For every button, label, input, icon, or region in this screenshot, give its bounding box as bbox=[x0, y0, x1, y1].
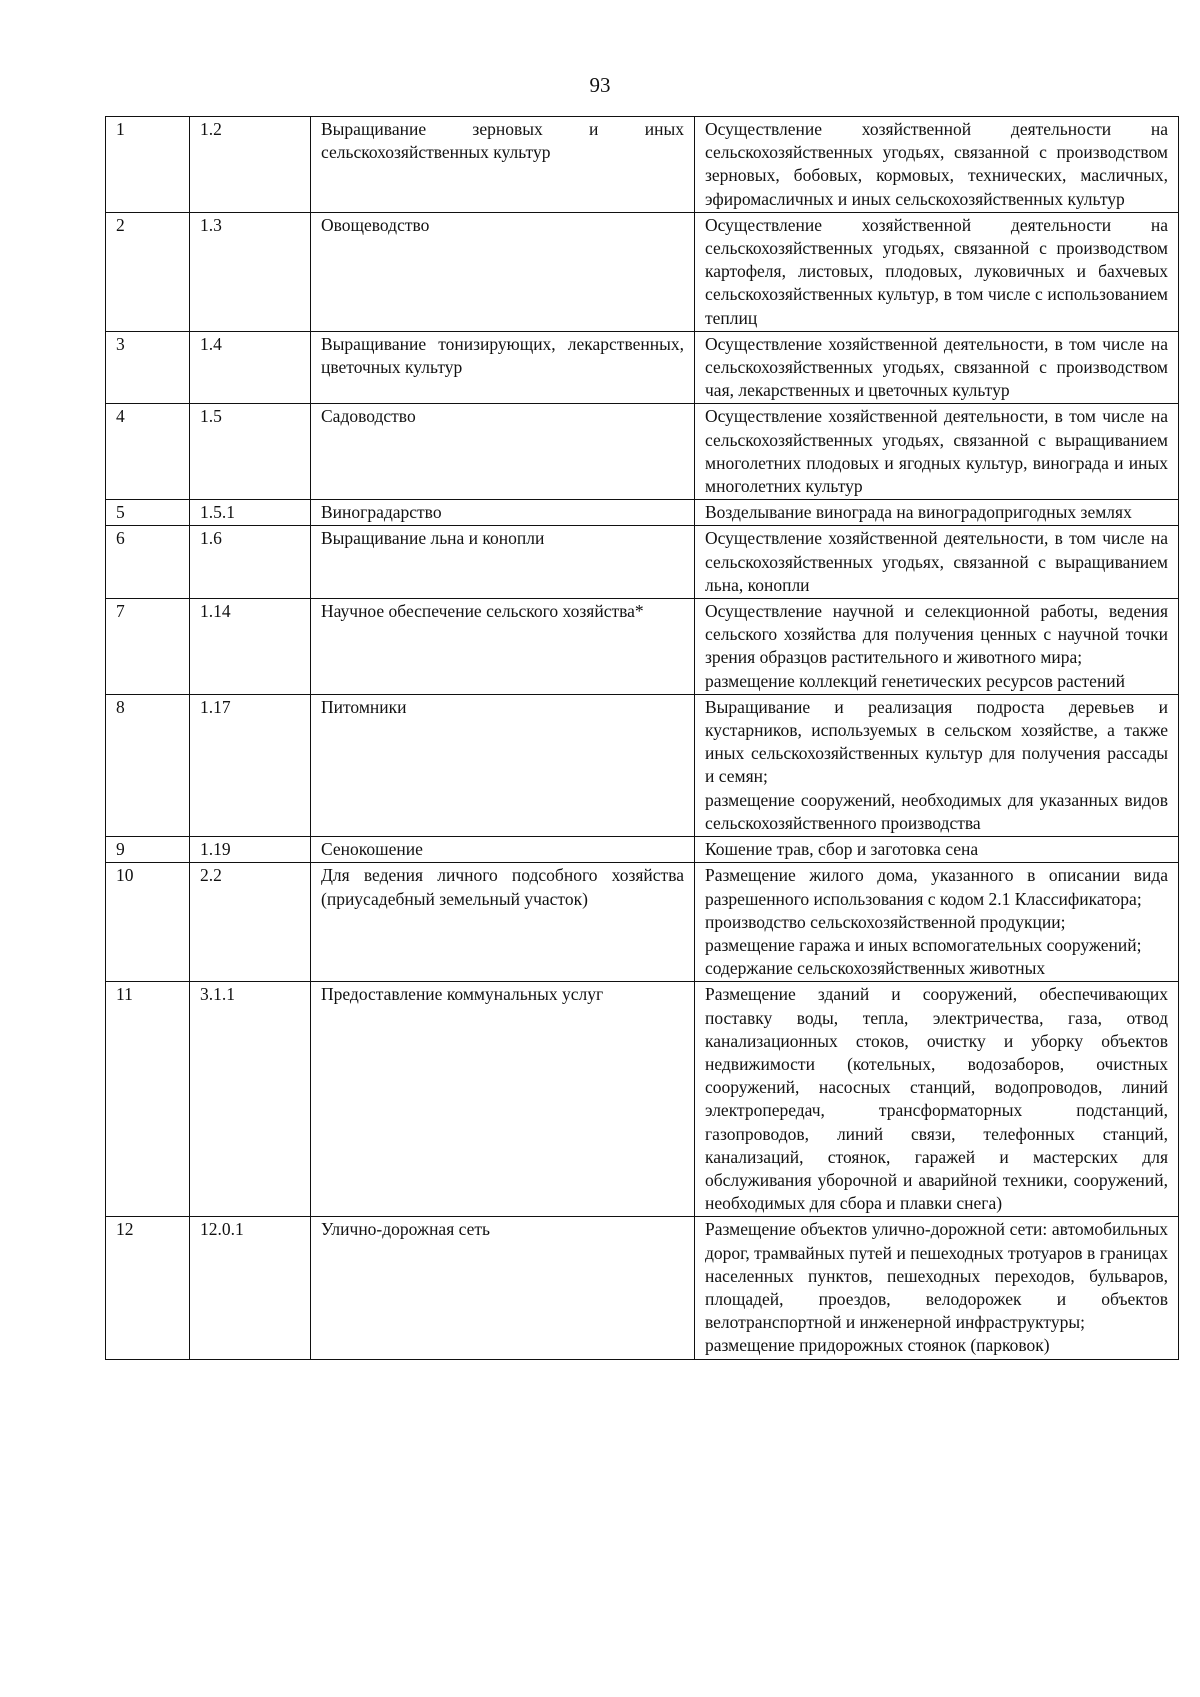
description-paragraph: Осуществление хозяйственной деятельности на сельскохозяйственных угодьях, связанной с производством картофеля, листовых, плодовых, луковичных и бахчевых сельскохозяйственных культур, в том числе с использованием теплиц bbox=[705, 214, 1168, 328]
table-row bbox=[106, 837, 1179, 863]
use-description bbox=[695, 982, 1179, 1217]
table-row bbox=[106, 500, 1179, 526]
table-row bbox=[106, 331, 1179, 404]
row-number: 4 bbox=[106, 404, 190, 500]
row-number: 12 bbox=[106, 1217, 190, 1359]
use-name: Научное обеспечение сельского хозяйства* bbox=[311, 599, 695, 695]
use-code: 1.4 bbox=[190, 331, 311, 404]
use-name: Сенокошение bbox=[311, 837, 695, 863]
description-paragraph: Осуществление хозяйственной деятельности на сельскохозяйственных угодьях, связанной с производством зерновых, бобовых, кормовых, технических, масличных, эфиромасличных и иных сельскохозяйственных культур bbox=[705, 119, 1168, 209]
description-paragraph: размещение придорожных стоянок (парковок) bbox=[705, 1335, 1050, 1356]
table-row bbox=[106, 1217, 1179, 1359]
table-row bbox=[106, 982, 1179, 1217]
use-name: Выращивание тонизирующих, лекарственных, цветочных культур bbox=[311, 331, 695, 404]
row-number: 6 bbox=[106, 526, 190, 599]
table-row bbox=[106, 404, 1179, 500]
description-paragraph: размещение сооружений, необходимых для указанных видов сельскохозяйственного производства bbox=[705, 789, 1168, 833]
description-paragraph: Размещение жилого дома, указанного в описании вида разрешенного использования с кодом 2.1 Классификатора; bbox=[705, 865, 1168, 909]
use-description bbox=[695, 837, 1179, 863]
description-paragraph: Размещение объектов улично-дорожной сети: автомобильных дорог, трамвайных путей и пешеходных тротуаров в границах населенных пунктов, пешеходных переходов, бульваров, площадей, проездов, велодорожек и объектов велотранспортной и инженерной инфраструктуры; bbox=[705, 1219, 1168, 1333]
use-description bbox=[695, 404, 1179, 500]
row-number: 5 bbox=[106, 500, 190, 526]
use-description bbox=[695, 526, 1179, 599]
description-paragraph: Осуществление хозяйственной деятельности, в том числе на сельскохозяйственных угодьях, связанной с выращиванием многолетних плодовых и ягодных культур, винограда и иных многолетних культур bbox=[705, 406, 1168, 497]
use-description bbox=[695, 1217, 1179, 1359]
use-name: Овощеводство bbox=[311, 212, 695, 331]
use-description bbox=[695, 694, 1179, 836]
use-description bbox=[695, 863, 1179, 982]
table-row bbox=[106, 694, 1179, 836]
use-code: 1.2 bbox=[190, 117, 311, 213]
description-paragraph: содержание сельскохозяйственных животных bbox=[705, 958, 1046, 979]
row-number: 2 bbox=[106, 212, 190, 331]
table-row bbox=[106, 599, 1179, 695]
description-paragraph: Осуществление научной и селекционной работы, ведения сельского хозяйства для получения ценных с научной точки зрения образцов растительного и животного мира; bbox=[705, 601, 1168, 668]
use-description bbox=[695, 500, 1179, 526]
use-name: Для ведения личного подсобного хозяйства (приусадебный земельный участок) bbox=[311, 863, 695, 982]
use-name: Выращивание зерновых и иных сельскохозяйственных культур bbox=[311, 117, 695, 213]
use-code: 1.14 bbox=[190, 599, 311, 695]
use-code: 3.1.1 bbox=[190, 982, 311, 1217]
use-code: 1.6 bbox=[190, 526, 311, 599]
description-paragraph: Возделывание винограда на виноградопригодных землях bbox=[705, 502, 1132, 523]
use-code: 12.0.1 bbox=[190, 1217, 311, 1359]
description-paragraph: Выращивание и реализация подроста деревьев и кустарников, используемых в сельском хозяйстве, а также иных сельскохозяйственных культур для получения рассады и семян; bbox=[705, 696, 1168, 787]
use-code: 1.5 bbox=[190, 404, 311, 500]
use-name: Виноградарство bbox=[311, 500, 695, 526]
use-code: 2.2 bbox=[190, 863, 311, 982]
use-name: Питомники bbox=[311, 694, 695, 836]
use-code: 1.3 bbox=[190, 212, 311, 331]
use-name: Садоводство bbox=[311, 404, 695, 500]
use-description bbox=[695, 331, 1179, 404]
use-description bbox=[695, 599, 1179, 695]
use-description bbox=[695, 212, 1179, 331]
row-number: 7 bbox=[106, 599, 190, 695]
row-number: 10 bbox=[106, 863, 190, 982]
land-use-table bbox=[105, 116, 1179, 1360]
page-number: 93 bbox=[589, 73, 611, 97]
row-number: 9 bbox=[106, 837, 190, 863]
description-paragraph: Осуществление хозяйственной деятельности, в том числе на сельскохозяйственных угодьях, связанной с производством чая, лекарственных и цветочных культур bbox=[705, 333, 1168, 401]
use-name: Выращивание льна и конопли bbox=[311, 526, 695, 599]
row-number: 3 bbox=[106, 331, 190, 404]
description-paragraph: Кошение трав, сбор и заготовка сена bbox=[705, 839, 979, 860]
description-paragraph: Размещение зданий и сооружений, обеспечивающих поставку воды, тепла, электричества, газа, отвод канализационных стоков, очистку и уборку объектов недвижимости (котельных, водозаборов, очистных сооружений, насосных станций, водопроводов, линий электропередач, трансформаторных подстанций, газопроводов, линий связи, телефонных станций, канализаций, стоянок, гаражей и мастерских для обслуживания уборочной и аварийной техники, сооружений, необходимых для сбора и плавки снега) bbox=[705, 984, 1168, 1214]
description-paragraph: размещение гаража и иных вспомогательных сооружений; bbox=[705, 934, 1142, 955]
description-paragraph: производство сельскохозяйственной продукции; bbox=[705, 911, 1066, 932]
description-paragraph: Осуществление хозяйственной деятельности, в том числе на сельскохозяйственных угодьях, связанной с выращиванием льна, конопли bbox=[705, 528, 1168, 595]
use-name: Предоставление коммунальных услуг bbox=[311, 982, 695, 1217]
use-name: Улично-дорожная сеть bbox=[311, 1217, 695, 1359]
table-row bbox=[106, 526, 1179, 599]
table-row bbox=[106, 212, 1179, 331]
row-number: 8 bbox=[106, 694, 190, 836]
use-code: 1.17 bbox=[190, 694, 311, 836]
description-paragraph: размещение коллекций генетических ресурсов растений bbox=[705, 670, 1126, 691]
use-code: 1.19 bbox=[190, 837, 311, 863]
row-number: 1 bbox=[106, 117, 190, 213]
row-number: 11 bbox=[106, 982, 190, 1217]
table-row bbox=[106, 117, 1179, 213]
use-code: 1.5.1 bbox=[190, 500, 311, 526]
use-description bbox=[695, 117, 1179, 213]
table-row bbox=[106, 863, 1179, 982]
